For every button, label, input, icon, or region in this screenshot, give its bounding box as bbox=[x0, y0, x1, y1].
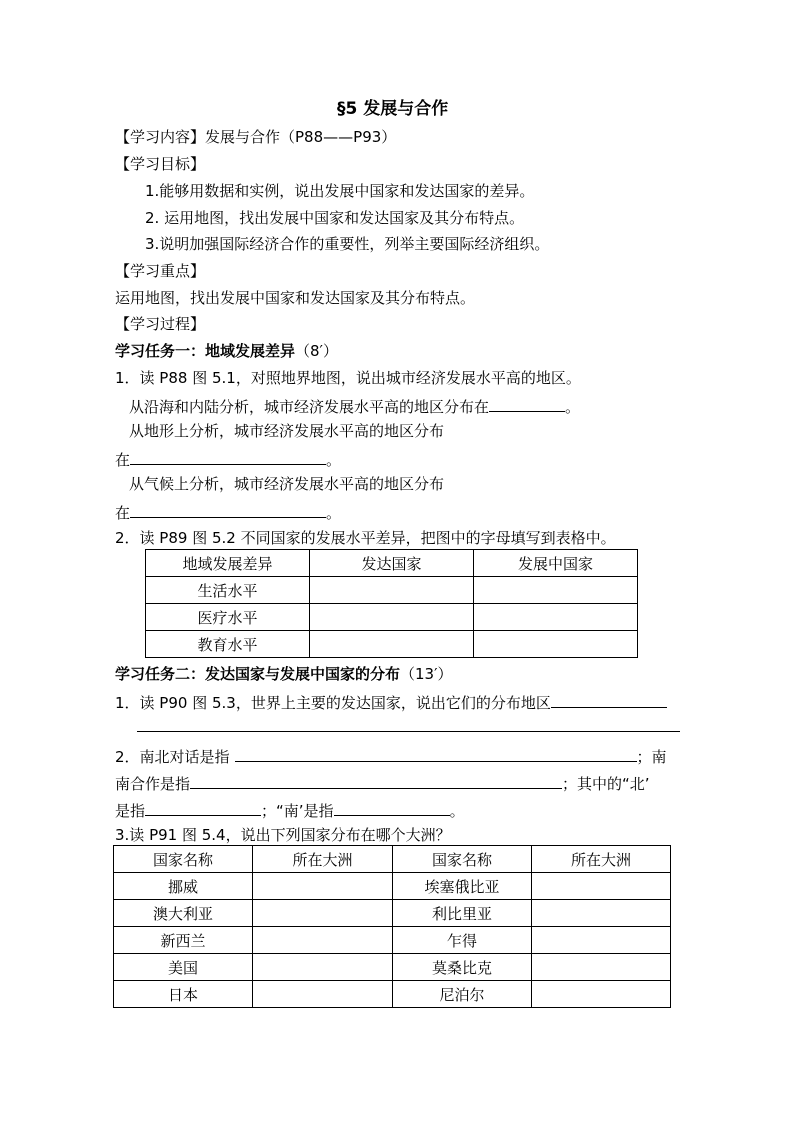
answer-cell[interactable] bbox=[310, 604, 474, 631]
climate-answer-blank[interactable] bbox=[130, 501, 326, 518]
country-cell: 莫桑比克 bbox=[393, 954, 532, 981]
country-cell: 美国 bbox=[114, 954, 253, 981]
task2-q2-line3 bbox=[115, 799, 465, 821]
header-cell: 地域发展差异 bbox=[146, 550, 310, 577]
coast-prompt: 从沿海和内陆分析，城市经济发展水平高的地区分布在 bbox=[129, 398, 490, 416]
north-south-answer-blank[interactable] bbox=[235, 745, 637, 762]
table-row bbox=[146, 604, 638, 631]
header-cell: 所在大洲 bbox=[532, 846, 671, 873]
terrain-suffix: 。 bbox=[326, 451, 342, 469]
goal-item: 1.能够用数据和实例，说出发展中国家和发达国家的差异。 bbox=[145, 182, 535, 200]
country-cell: 埃塞俄比亚 bbox=[393, 873, 532, 900]
task1-heading-text: 学习任务一：地域发展差异 bbox=[115, 342, 296, 360]
content-line bbox=[115, 127, 396, 147]
climate-answer-line bbox=[115, 501, 341, 523]
task2-heading bbox=[115, 664, 453, 684]
south-south-prompt: 南合作是指 bbox=[115, 775, 191, 793]
content-label: 【学习内容】 bbox=[115, 128, 206, 146]
terrain-lead: 在 bbox=[115, 451, 131, 469]
task2-question-1 bbox=[115, 691, 667, 713]
line3-suffix: 。 bbox=[449, 802, 465, 820]
task2-question-3: 3.读 P91 图 5.4，说出下列国家分布在哪个大洲？ bbox=[115, 826, 451, 844]
country-cell: 挪威 bbox=[114, 873, 253, 900]
country-cell: 利比里亚 bbox=[393, 900, 532, 927]
continent-answer-cell[interactable] bbox=[532, 981, 671, 1008]
answer-cell[interactable] bbox=[310, 577, 474, 604]
continent-answer-cell[interactable] bbox=[253, 981, 393, 1008]
task2-time: （13′） bbox=[400, 665, 453, 683]
row-label: 教育水平 bbox=[146, 631, 310, 658]
north-south-sep: ；南 bbox=[636, 748, 667, 766]
answer-cell[interactable] bbox=[310, 631, 474, 658]
table-row bbox=[114, 927, 671, 954]
goals-label: 【学习目标】 bbox=[115, 155, 206, 173]
answer-cell[interactable] bbox=[474, 604, 638, 631]
header-cell: 发达国家 bbox=[310, 550, 474, 577]
continent-answer-cell[interactable] bbox=[532, 927, 671, 954]
content-text: 发展与合作（P88——P93） bbox=[205, 128, 397, 146]
continent-answer-cell[interactable] bbox=[532, 900, 671, 927]
continent-answer-cell[interactable] bbox=[532, 873, 671, 900]
task1-question-1: 1．读 P88 图 5.1，对照地界地图，说出城市经济发展水平高的地区。 bbox=[115, 369, 581, 387]
continent-answer-cell[interactable] bbox=[253, 900, 393, 927]
distribution-answer-blank[interactable] bbox=[551, 691, 667, 708]
country-cell: 日本 bbox=[114, 981, 253, 1008]
south-answer-blank[interactable] bbox=[334, 799, 450, 816]
page-title: §5 发展与合作 bbox=[337, 99, 449, 119]
north-south-prompt: 2．南北对话是指 bbox=[115, 748, 230, 766]
key-text: 运用地图，找出发展中国家和发达国家及其分布特点。 bbox=[115, 289, 476, 307]
country-cell: 新西兰 bbox=[114, 927, 253, 954]
task2-heading-text: 学习任务二：发达国家与发展中国家的分布 bbox=[115, 665, 401, 683]
table-row bbox=[114, 900, 671, 927]
table-header-row bbox=[114, 846, 671, 873]
row-label: 医疗水平 bbox=[146, 604, 310, 631]
table-row bbox=[114, 954, 671, 981]
table-row bbox=[146, 631, 638, 658]
development-difference-table bbox=[145, 549, 638, 658]
country-cell: 尼泊尔 bbox=[393, 981, 532, 1008]
table-row bbox=[146, 577, 638, 604]
table-row bbox=[114, 873, 671, 900]
terrain-answer-line bbox=[115, 448, 341, 470]
process-label: 【学习过程】 bbox=[115, 315, 206, 333]
coast-answer-blank[interactable] bbox=[489, 395, 565, 412]
terrain-prompt: 从地形上分析，城市经济发展水平高的地区分布 bbox=[129, 422, 445, 440]
country-cell: 乍得 bbox=[393, 927, 532, 954]
task2-q2-line1 bbox=[115, 745, 667, 767]
table-header-row bbox=[146, 550, 638, 577]
table-row bbox=[114, 981, 671, 1008]
task1-question-2: 2．读 P89 图 5.2 不同国家的发展水平差异，把图中的字母填写到表格中。 bbox=[115, 529, 616, 547]
answer-cell[interactable] bbox=[474, 577, 638, 604]
row-label: 生活水平 bbox=[146, 577, 310, 604]
climate-prompt: 从气候上分析，城市经济发展水平高的地区分布 bbox=[129, 475, 445, 493]
terrain-answer-blank[interactable] bbox=[130, 448, 326, 465]
header-cell: 所在大洲 bbox=[253, 846, 393, 873]
task1-heading bbox=[115, 341, 338, 361]
answer-cell[interactable] bbox=[474, 631, 638, 658]
task1-q1-coast-line bbox=[129, 395, 580, 417]
north-lead: 是指 bbox=[115, 802, 146, 820]
north-answer-blank[interactable] bbox=[145, 799, 261, 816]
continent-answer-cell[interactable] bbox=[253, 954, 393, 981]
continent-answer-cell[interactable] bbox=[253, 927, 393, 954]
coast-suffix: 。 bbox=[565, 398, 581, 416]
header-cell: 国家名称 bbox=[393, 846, 532, 873]
header-cell: 国家名称 bbox=[114, 846, 253, 873]
key-label: 【学习重点】 bbox=[115, 262, 206, 280]
goal-item: 2. 运用地图，找出发展中国家和发达国家及其分布特点。 bbox=[145, 209, 525, 227]
header-cell: 发展中国家 bbox=[474, 550, 638, 577]
task2-q2-line2 bbox=[115, 772, 650, 794]
north-meaning-prompt: ；其中的“北’ bbox=[562, 775, 650, 793]
country-cell: 澳大利亚 bbox=[114, 900, 253, 927]
country-continent-table bbox=[113, 845, 671, 1008]
climate-lead: 在 bbox=[115, 504, 131, 522]
distribution-answer-line[interactable] bbox=[137, 731, 680, 732]
goal-item: 3.说明加强国际经济合作的重要性，列举主要国际经济组织。 bbox=[145, 235, 550, 253]
continent-answer-cell[interactable] bbox=[253, 873, 393, 900]
task1-time: （8′） bbox=[295, 342, 338, 360]
task2-q1-text: 1．读 P90 图 5.3，世界上主要的发达国家，说出它们的分布地区 bbox=[115, 694, 551, 712]
south-south-answer-blank[interactable] bbox=[190, 772, 562, 789]
continent-answer-cell[interactable] bbox=[532, 954, 671, 981]
climate-suffix: 。 bbox=[326, 504, 342, 522]
south-meaning-prompt: ；“南’是指 bbox=[261, 802, 334, 820]
